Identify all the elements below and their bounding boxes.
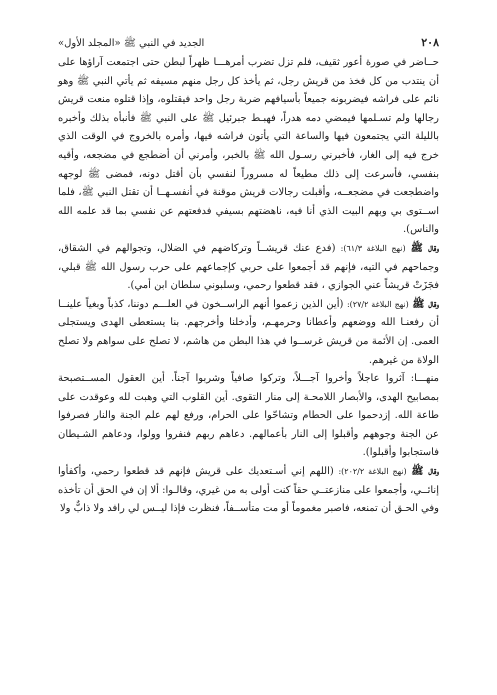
source-reference: (نهج البلاغة ٦١/٣):	[340, 243, 406, 253]
page-number: ٢٠٨	[421, 36, 439, 49]
running-header	[58, 36, 439, 51]
book-title: الجديد في النبي ﷺ «المجلد الأول»	[58, 38, 205, 49]
paragraph	[58, 370, 439, 463]
paragraph	[58, 296, 439, 370]
paragraph-text: منهـــا: آثروا عاجلاً وأخروا آجـــلاً، وتركوا صافياً وشربوا آجناً. أين العقول المســتصبحة بمصابيح الهدى، والأبصار اللامحـة إلى منار التقوى. أين القلوب التي وهبت لله وعوقدت على طاعة الله. إزدحموا على الحطام وتشاحّوا على الحرام، ورفع لهم علم الجنة والنار فصرفوا عن الجنة وجوههم وأقبلوا إلى النار بأعمالهم. دعاهم ربهم فنفروا وولوا، ودعاهم الشـيطان فاستجابوا وأقبلوا).	[58, 373, 439, 459]
paragraph-text: حــاضر في صورة أعور ثقيف، فلم تزل تضرب أمرهـــا ظهراً لبطن حتى اجتمعت آراؤها على أن ينتدب من كل فخذ من قريش رجل، ثم يأخذ كل رجل منهم مسيفه ثم يأتي النبي ﷺ وهو نائم على فراشه فيضربونه جميعاً بأسيافهم ضربة رجل واحد فيقتلوه، وإذا قتلوه منعت قريش رجالها ولم تسـلمها فيمضي دمه هدراً، فهبـط جبرئيل ﷺ على النبي ﷺ فأنبأه بذلك وأخبره بالليلة التي يجتمعون فيها والساعة التي يأتون فراشه فيها، وأمره بالخروج في الوقت الذي خرج فيه إلى الغار، فأخبرني رسـول الله ﷺ بالخبر، وأمرني أن أضطجع في مضجعه، وأقيه بنفسي، فأسرعت إلى ذلك مطيعاً له مسروراً لنفسي بأن أقتل دونه، فمضى ﷺ لوجهه واضطجعت في مضجعــه، وأقبلت رجالات قريش موقنة في أنفسـهــا أن تقتل النبي ﷺ، فلما اســتوى بي وبهم البيت الذي أنا فيه، ناهضتهم بسيفي فدفعتهم عن نفسي بما قد علمه الله والناس).	[58, 57, 439, 236]
speaker-label: وقال ﷺ	[412, 298, 439, 310]
paragraph	[58, 240, 439, 296]
body-text	[58, 54, 439, 519]
paragraph-text: (اللهم إني أسـتعديك على قريش فإنهم قد قطعوا رحمي، وأكفأوا إنائــي، وأجمعوا على منازعتــي حقاً كنت أولى به من غيري، وقالـوا: ألا إن في الحق أن تأخذه وفي الحـق أن تمنعه، فاصبر مغموماً أو مت متأســفاً، فنظرت فإذا ليــس لي رافد ولا ذابٌّ ولا	[58, 466, 439, 515]
paragraph	[58, 54, 439, 240]
source-reference: (نهج البلاغة ٢٧/٢):	[346, 299, 409, 309]
speaker-label: وقال ﷺ	[410, 242, 439, 254]
paragraph-text: (فدع عنك قريشــاً وتركاضهم في الضلال، وتجوالهم في الشقاق، وجماحهم في التيه، فإنهم قد أجمعوا على حربي كإجماعهم على حرب رسول الله ﷺ قبلي، فجَزَتْ قريشاً عني الجوازي ، فقد قطعوا رحمي، وسلبوني سلطان ابن أمي).	[58, 242, 439, 292]
paragraph-text: (أين الذين زعموا أنهم الراســخون في العلـــم دوننا، كذباً وبغياً علينــا أن رفعنـا الله ووضعهم وأعطانا وحرمهـم، وأدخلنا وأخرجهم. بنا يستعطى الهدى ويستجلى العمى. إن الأئمة من قريش غرســوا في هذا البطن من هاشم، لا تصلح على سواهم ولا تصلح الولاة من غيرهم.	[58, 298, 439, 366]
speaker-label: وقال ﷺ	[411, 466, 439, 478]
source-reference: (نهج البلاغة ٢٠٢/٢):	[338, 467, 407, 477]
paragraph	[58, 463, 439, 519]
